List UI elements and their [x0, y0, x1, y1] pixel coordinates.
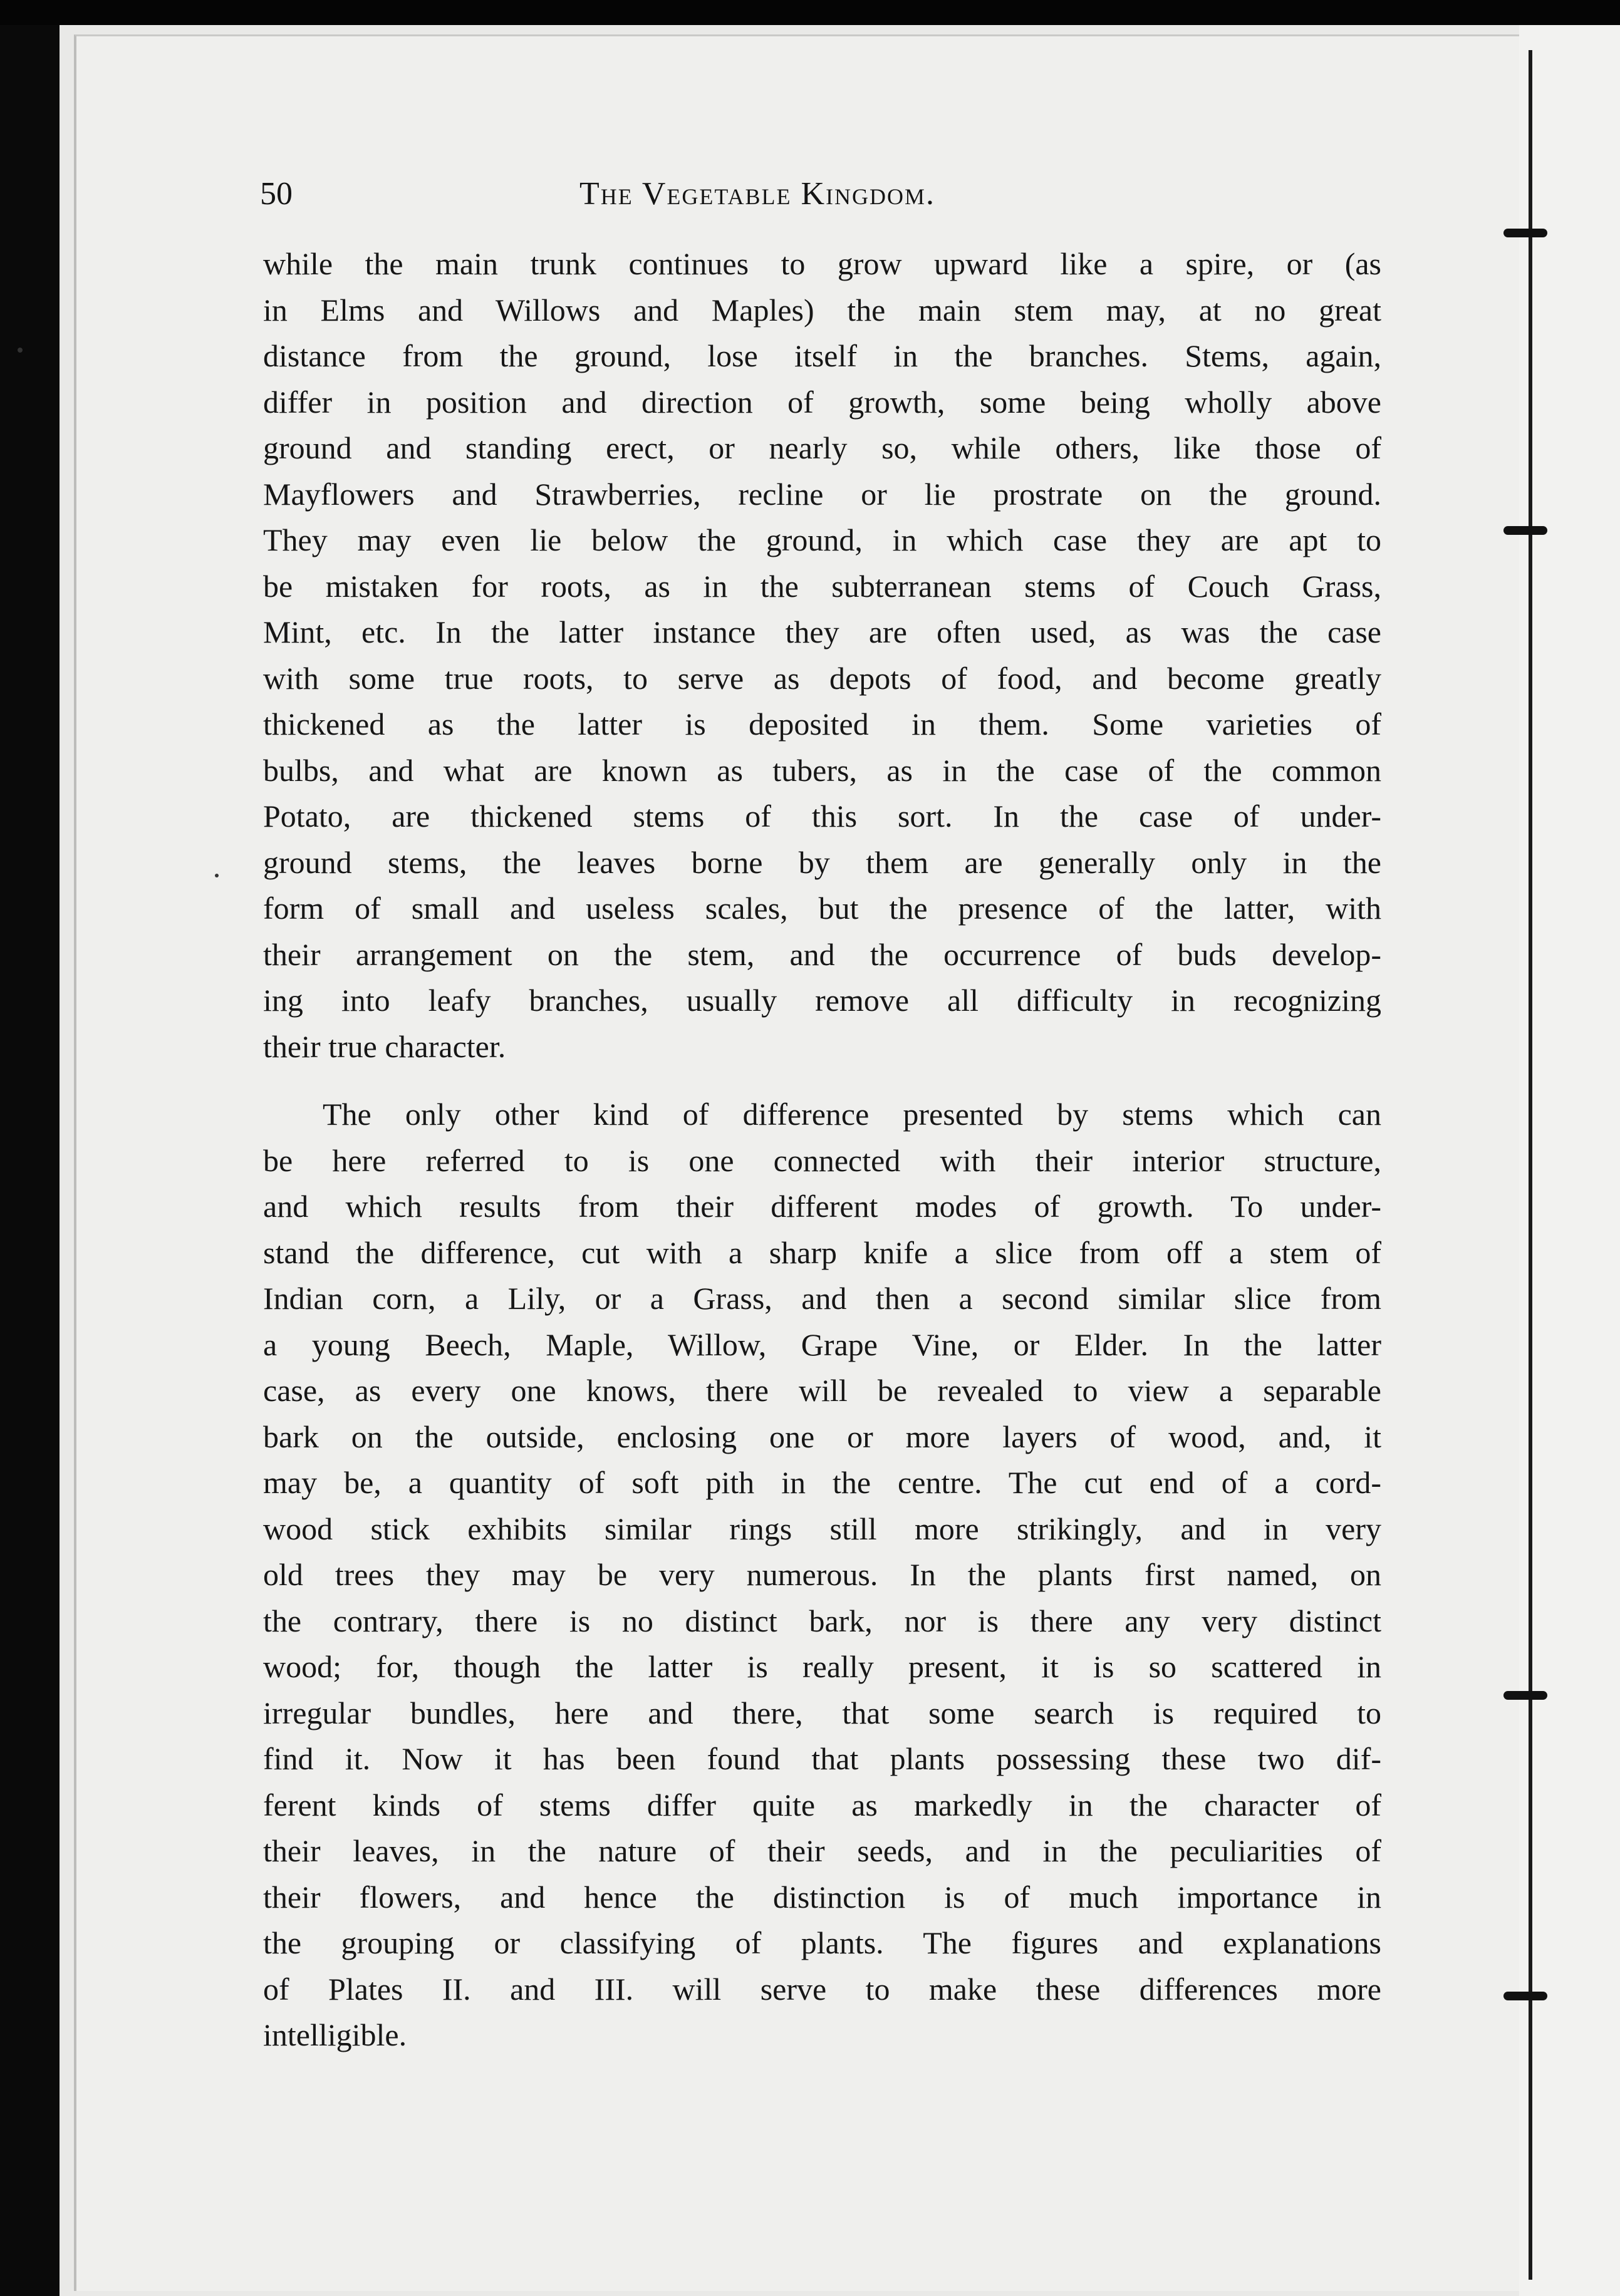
text-line: ground stems, the leaves borne by them are generally only in the: [263, 844, 1381, 880]
scan-speck: [18, 348, 23, 353]
binding-stitch: [1503, 526, 1547, 535]
text-line: intelligible.: [263, 2017, 407, 2052]
text-line: be mistaken for roots, as in the subterranean stems of Couch Grass,: [263, 568, 1381, 604]
text-line: may be, a quantity of soft pith in the centre. The cut end of a cord-: [263, 1465, 1381, 1500]
text-line: differ in position and direction of growth, some being wholly above: [263, 384, 1381, 420]
text-line: Indian corn, a Lily, or a Grass, and then a second similar slice from: [263, 1281, 1381, 1316]
binding-stitch: [1503, 1992, 1547, 2000]
text-line: The only other kind of difference presented by stems which can: [323, 1097, 1381, 1132]
scan-speck: [215, 874, 219, 877]
binding-stitch: [1503, 229, 1547, 237]
page-header: [260, 169, 1381, 219]
text-line: their arrangement on the stem, and the occurrence of buds develop-: [263, 936, 1381, 972]
body-text: [263, 241, 1381, 2059]
text-line: be here referred to is one connected with their interior structure,: [263, 1142, 1381, 1178]
binding-strip: [1519, 25, 1620, 2296]
text-line: wood; for, though the latter is really present, it is so scattered in: [263, 1649, 1381, 1684]
text-line: the contrary, there is no distinct bark, nor is there any very distinct: [263, 1603, 1381, 1638]
text-line: form of small and useless scales, but the presence of the latter, with: [263, 891, 1381, 926]
paragraph-gap: [263, 1070, 1381, 1092]
text-line: case, as every one knows, there will be revealed to view a separable: [263, 1373, 1381, 1408]
scan-border: [0, 0, 1620, 25]
text-line: They may even lie below the ground, in which case they are apt to: [263, 522, 1381, 557]
text-line: ferent kinds of stems differ quite as markedly in the character of: [263, 1787, 1381, 1823]
page-number: 50: [260, 176, 293, 212]
binding-stitch: [1503, 1691, 1547, 1700]
text-line: in Elms and Willows and Maples) the main stem may, at no great: [263, 292, 1381, 328]
paragraph-2: [263, 1092, 1381, 2059]
text-line: distance from the ground, lose itself in the branches. Stems, again,: [263, 338, 1381, 373]
running-title: The Vegetable Kingdom.: [579, 176, 935, 212]
text-line: irregular bundles, here and there, that some search is required to: [263, 1695, 1381, 1730]
paragraph-1: [263, 241, 1381, 1070]
text-line: with some true roots, to serve as depots of food, and become greatly: [263, 660, 1381, 696]
text-line: their true character.: [263, 1028, 506, 1064]
text-line: ing into leafy branches, usually remove all difficulty in recognizing: [263, 983, 1381, 1018]
text-line: find it. Now it has been found that plants possessing these two dif-: [263, 1741, 1381, 1776]
text-line: Potato, are thickened stems of this sort. In the case of under-: [263, 799, 1381, 834]
text-line: a young Beech, Maple, Willow, Grape Vine, or Elder. In the latter: [263, 1326, 1381, 1362]
text-line: stand the difference, cut with a sharp knife a slice from off a stem of: [263, 1234, 1381, 1270]
text-line: the grouping or classifying of plants. The figures and explanations: [263, 1925, 1381, 1960]
text-line: thickened as the latter is deposited in them. Some varieties of: [263, 706, 1381, 742]
text-line: Mayflowers and Strawberries, recline or lie prostrate on the ground.: [263, 476, 1381, 512]
text-line: bulbs, and what are known as tubers, as in the case of the common: [263, 752, 1381, 788]
text-line: wood stick exhibits similar rings still more strikingly, and in very: [263, 1511, 1381, 1546]
text-line: their leaves, in the nature of their seeds, and in the peculiarities of: [263, 1833, 1381, 1868]
text-line: while the main trunk continues to grow upward like a spire, or (as: [263, 246, 1381, 281]
text-line: bark on the outside, enclosing one or more layers of wood, and, it: [263, 1419, 1381, 1454]
text-line: old trees they may be very numerous. In the plants first named, on: [263, 1557, 1381, 1592]
text-line: ground and standing erect, or nearly so, while others, like those of: [263, 430, 1381, 465]
text-line: of Plates II. and III. will serve to make these differences more: [263, 1971, 1381, 2007]
binding-spine: [1529, 50, 1532, 2280]
text-line: Mint, etc. In the latter instance they are often used, as was the case: [263, 614, 1381, 649]
text-line: and which results from their different modes of growth. To under-: [263, 1189, 1381, 1224]
text-line: their flowers, and hence the distinction is of much importance in: [263, 1879, 1381, 1915]
